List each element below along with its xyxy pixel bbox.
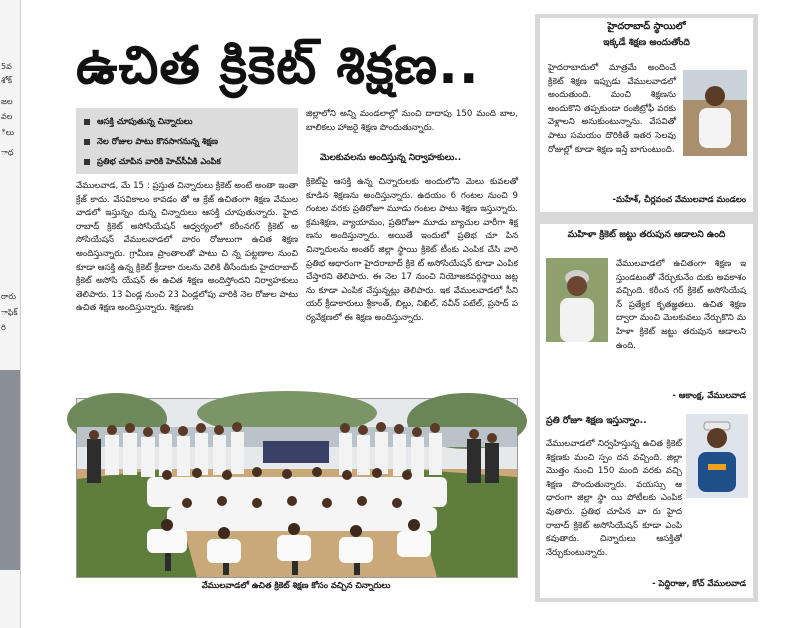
card-byline: -మహేశ్, చీర్లవంచ వేములవాడ మండలం — [612, 194, 746, 204]
headline: ఉచిత క్రికెట్ శిక్షణ.. — [76, 36, 480, 96]
card-title: ప్రతి రోజూ శిక్షణ ఇస్తున్నాం.. — [546, 415, 647, 426]
edge-text: శోక్ — [1, 76, 13, 85]
card-body: హైదరాబాదులో మాత్రమే అందించే క్రికెట్ శిక్షణ ఇప్పుడు వేములవాడలో అందుతుంది. మంచి శిక్షణను అందుకొని తప్పకుండా రంజీట్రోఫీ వరకు వెళ్లాలని అనుకుంటున్నాను. వేసవితో పాటు సమయం దొరికితే ఇతర సెలవు రోజుల్లో కూడా శిక్షణ ఇస్తే బాగుంటుంది. — [548, 63, 676, 155]
edge-text: జల — [1, 97, 13, 106]
card-title: హైదరాబాద్ స్థాయిలో — [607, 21, 686, 32]
highlights-box — [76, 108, 298, 174]
previous-column-edge — [0, 0, 21, 628]
highlight-item: నెల రోజుల పాటు కొనసాగనున్న శిక్షణ — [84, 135, 218, 147]
sidebar-card-3 — [540, 408, 753, 598]
bullet-icon — [84, 119, 90, 125]
card-body-cont — [546, 502, 748, 570]
highlight-item: ఆసక్తి చూపుతున్న చిన్నారులు — [84, 115, 192, 127]
card-body-cont — [548, 118, 748, 186]
story-subheading: మెలకువలను అందిస్తున్న నిర్వాహకులు.. — [320, 153, 462, 163]
card-byline: - పెద్దిరాజు, కోచ్ వేములవాడ — [652, 578, 746, 588]
main-photo — [76, 398, 518, 578]
card-body: వేములవాడలో నిర్వహిస్తున్న ఉచిత క్రికెట్ శిక్షణకు మంచి స్పం దన వచ్చింది. జిల్లా మొత్తం నుంచి 150 మంది వరకు వచ్చి శిక్షణ పొందుతున్నారు. వయస్సు ఆధారంగా జిల్లా స్థా యి పోటీలకు ఎంపికవుతారు. ప్రతిభ చూపిన వా రు హైదరాబాద్ క్రికెట్ అసోసియేషన్ కూడా ఎంపి కవుతారు. చిన్నారులు ఆసక్తితో నేర్చుకుంటున్నారు. — [546, 439, 682, 558]
story-column-2: క్రికెట్‌పై ఆసక్తి ఉన్న చిన్నారులకు అందులోని మెలు కువలతో కూడిన శిక్షణను అందిస్తున్నారు. ఉదయం 6 గంటల నుంచి 9 గంటల వరకు ప్రతిరోజూ మూడు గంటల పాటు శిక్షణ ఇస్తున్నారు. క్రమశిక్షణ, వ్యాయామం, ప్రతిరోజూ మూడు బ్యాచుల వారీగా శిక్ష ణను అందిస్తున్నారు. అయితే ఇందులో ప్రతిభ చూ పిన చిన్నారులను అంతర్ జిల్లా స్థాయి క్రికెట్ టీంకు ఎంపిక చేసి వారి ప్రతిభ ఆధారంగా హైదరాబాద్ క్రికె ట్ అసోసియేషన్ కూడా ఎంపిక చేస్తారని తెలిపారు. ఈ నెల 17 నుంచి నియోజకవర్గస్థాయి జట్లను కూడా ఎంపిక చేస్తున్నట్లు తెలిపారు. ఇక వేములవాడలో సీని యర్ క్రీడాకారులు శ్రీకాంత్, బిల్లు, నిఖిల్, నవీన్ పటేల్, ప్రసాద్ పర్యవేక్షణలో ఈ శిక్షణ అందిస్తున్నారు. — [306, 177, 518, 323]
bullet-icon — [84, 139, 90, 145]
bullet-icon — [84, 159, 90, 165]
edge-text: వల — [1, 112, 13, 121]
highlight-item: ప్రతిభ చూపిన వారికి హెచ్‌సీఏకి ఎంపిక — [84, 155, 221, 167]
card-title-sub: ఇక్కడే శిక్షణ అందుతోంది — [603, 37, 690, 48]
coach-photo — [686, 414, 748, 498]
card-byline: - ఆకాంక్ష, వేములవాడ — [672, 390, 746, 400]
sidebar-card-1 — [540, 18, 753, 212]
edge-text: 5వ — [1, 62, 12, 71]
edge-photo — [0, 370, 20, 570]
sidebar-card-2 — [540, 224, 753, 410]
story-column-1: వేములవాడ, మే 15 : ప్రస్తుత చిన్నారులు క్రికెట్ అంటే అంతా ఇంతా క్రేజ్ కాదు. వేసవికాలం కావడం తో ఆ క్రేజ్ ఉచితంగా శిక్షణ వేములవాడలో ఇస్తున్నం దున్న చిన్నారులు ఆసక్తి చూపుతున్నారు. హైదరాబాద్ క్రికెట్ అసోసియేషన్ ఆధ్వర్యంలో కరీంనగర్ క్రికెట్ అ సోసియేషన్ వేములవాడలో వారం రోజులుగా ఉచిత శిక్షణ అందిస్తున్నారు. గ్రామీణ ప్రాంతాలతో పాటు చి న్న పట్టణాల నుంచి కూడా ఆసక్తి ఉన్న క్రికెట్ క్రీడాకా రులను వెలికి తీసేందుకు హైదరాబాద్ క్రికెట్ అసోసి యేషన్ ఈ ఉచిత శిక్షణ అందిస్తోందని నిర్వాహకులు తెలిపారు. 13 ఏండ్ల నుంచి 23 ఏండ్లలోపు వారికి నెల రోజుల పాటు ఉచిత శిక్షణ అందిస్తున్నారు. శిక్షణకు — [76, 181, 298, 314]
edge-text: ాధ — [1, 148, 14, 157]
edge-text: రి — [1, 323, 6, 332]
edge-text: ిలు — [1, 128, 15, 137]
story-column-2-intro: జిల్లాలోని అన్ని మండలాల్లో నుంచి దాదాపు 150 మంది బాల, బాలికలు హాజరై శిక్షణ పొందుతున్నారు. — [306, 109, 518, 133]
player-photo — [546, 258, 608, 342]
card-title: మహిళా క్రికెట్ జట్టు తరుపున ఆడాలని ఉంది — [567, 229, 726, 240]
card-body: వేములవాడలో ఉచితంగా శిక్షణ ఇస్తుండటంతో నేర్చుకునేం దుకు అవకాశం వచ్చింది. కరీంన గర్ క్రికెట్ అసోసియేషన్ ప్రత్యేక కృతజ్ఞతలు. ఉచిత శిక్షణ ద్వారా మంచి మెలకువలు నేర్చుకొని మహిళా క్రికెట్ జట్టు తరుపున ఆడాలని ఉంది. — [616, 259, 746, 351]
edge-text: ాఫిక్ — [1, 308, 18, 317]
edge-text: రారు — [1, 292, 17, 301]
photo-caption: వేములవాడలో ఉచిత క్రికెట్ శిక్షణ కోసం వచ్చిన చిన్నారులు — [201, 580, 391, 590]
